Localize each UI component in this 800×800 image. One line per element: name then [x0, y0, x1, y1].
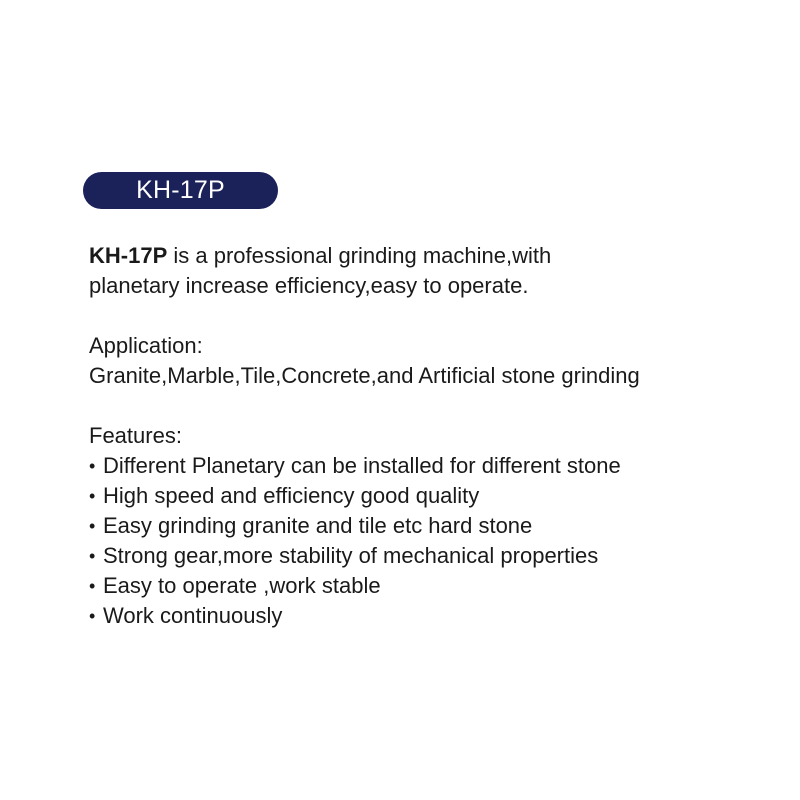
model-badge: [83, 172, 278, 209]
feature-text: Work continuously: [103, 603, 283, 628]
model-badge-label: KH-17P: [136, 176, 225, 204]
intro-model-name: KH-17P: [89, 243, 168, 268]
bullet-icon: •: [89, 546, 96, 566]
feature-text: High speed and efficiency good quality: [103, 483, 480, 508]
bullet-icon: •: [89, 576, 96, 596]
bullet-icon: •: [89, 456, 96, 476]
application-heading: Application:: [89, 333, 203, 358]
feature-text: Strong gear,more stability of mechanical properties: [103, 543, 599, 568]
feature-list: [89, 451, 789, 631]
feature-text: Easy to operate ,work stable: [103, 573, 381, 598]
bullet-icon: •: [89, 606, 96, 626]
application-text: Granite,Marble,Tile,Concrete,and Artificial stone grinding: [89, 363, 640, 388]
feature-item: [89, 541, 789, 571]
feature-item: [89, 481, 789, 511]
feature-text: Easy grinding granite and tile etc hard stone: [103, 513, 533, 538]
intro-line1-text: is a professional grinding machine,with: [167, 243, 552, 268]
bullet-icon: •: [89, 486, 96, 506]
intro-line2-text: planetary increase efficiency,easy to operate.: [89, 273, 529, 298]
application-block: [89, 331, 789, 391]
feature-item: [89, 511, 789, 541]
feature-item: [89, 571, 789, 601]
feature-item: [89, 601, 789, 631]
features-block: [89, 421, 789, 631]
features-heading: Features:: [89, 423, 182, 448]
bullet-icon: •: [89, 516, 96, 536]
description-section: [89, 241, 789, 631]
feature-item: [89, 451, 789, 481]
feature-text: Different Planetary can be installed for different stone: [103, 453, 621, 478]
intro-paragraph: [89, 241, 789, 301]
